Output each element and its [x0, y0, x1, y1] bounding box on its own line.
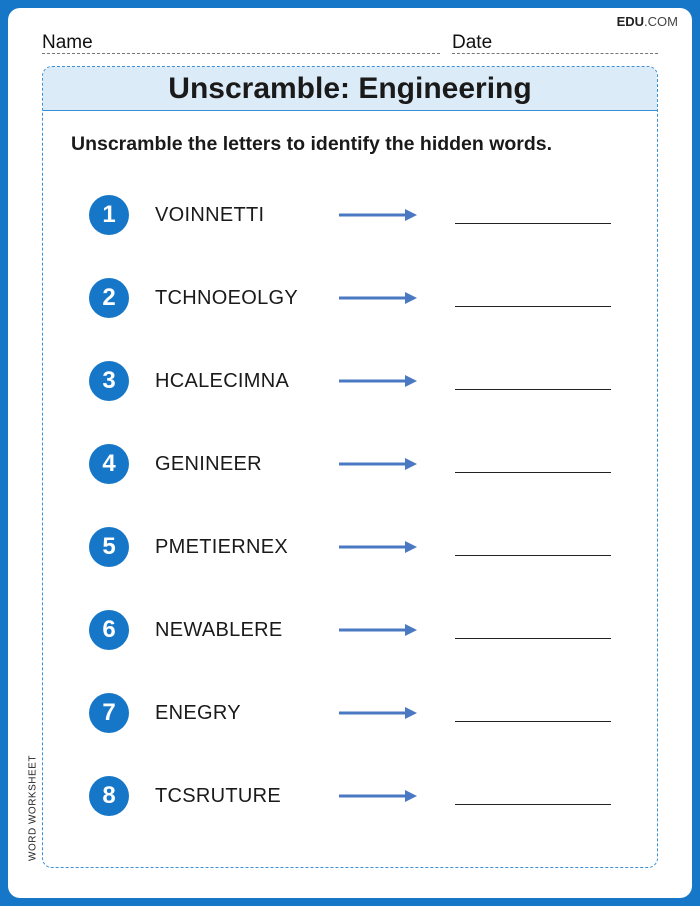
- scrambled-word: HCALECIMNA: [155, 370, 290, 392]
- arrow-right-icon: [339, 290, 419, 306]
- list-item: [43, 278, 657, 318]
- answer-line[interactable]: [455, 472, 611, 473]
- date-field[interactable]: [452, 32, 658, 54]
- answer-line[interactable]: [455, 804, 611, 805]
- item-number-badge: 4: [89, 444, 129, 484]
- answer-line[interactable]: [455, 389, 611, 390]
- scrambled-word: ENEGRY: [155, 702, 241, 724]
- worksheet-title: Unscramble: Engineering: [168, 72, 532, 105]
- item-number-badge: 6: [89, 610, 129, 650]
- arrow-right-icon: [339, 207, 419, 223]
- side-label-text: WORD WORKSHEET: [27, 755, 39, 861]
- brand-logo: [617, 14, 678, 29]
- answer-line[interactable]: [455, 555, 611, 556]
- brand-edu: EDU: [616, 14, 645, 29]
- item-list: [43, 67, 657, 867]
- list-item: [43, 527, 657, 567]
- scrambled-word: TCSRUTURE: [155, 785, 282, 807]
- list-item: [43, 195, 657, 235]
- item-number-badge: 7: [89, 693, 129, 733]
- list-item: [43, 444, 657, 484]
- answer-line[interactable]: [455, 638, 611, 639]
- list-item: [43, 361, 657, 401]
- arrow-right-icon: [339, 788, 419, 804]
- scrambled-word: VOINNETTI: [155, 204, 265, 226]
- worksheet-frame: [42, 66, 658, 868]
- worksheet-page: [8, 8, 692, 898]
- item-number-badge: 1: [89, 195, 129, 235]
- side-label: [26, 750, 40, 866]
- answer-line[interactable]: [455, 721, 611, 722]
- list-item: [43, 776, 657, 816]
- instruction-text: Unscramble the letters to identify the hidden words.: [71, 133, 553, 155]
- item-number-badge: 3: [89, 361, 129, 401]
- answer-line[interactable]: [455, 306, 611, 307]
- name-label: Name: [42, 32, 93, 53]
- arrow-right-icon: [339, 373, 419, 389]
- arrow-right-icon: [339, 622, 419, 638]
- name-field[interactable]: [42, 32, 440, 54]
- arrow-right-icon: [339, 539, 419, 555]
- answer-line[interactable]: [455, 223, 611, 224]
- arrow-right-icon: [339, 705, 419, 721]
- list-item: [43, 693, 657, 733]
- list-item: [43, 610, 657, 650]
- brand-com: .COM: [644, 14, 678, 29]
- date-label: Date: [452, 32, 493, 53]
- scrambled-word: NEWABLERE: [155, 619, 283, 641]
- scrambled-word: PMETIERNEX: [155, 536, 289, 558]
- scrambled-word: TCHNOEOLGY: [155, 287, 299, 309]
- item-number-badge: 2: [89, 278, 129, 318]
- arrow-right-icon: [339, 456, 419, 472]
- item-number-badge: 8: [89, 776, 129, 816]
- item-number-badge: 5: [89, 527, 129, 567]
- scrambled-word: GENINEER: [155, 453, 262, 475]
